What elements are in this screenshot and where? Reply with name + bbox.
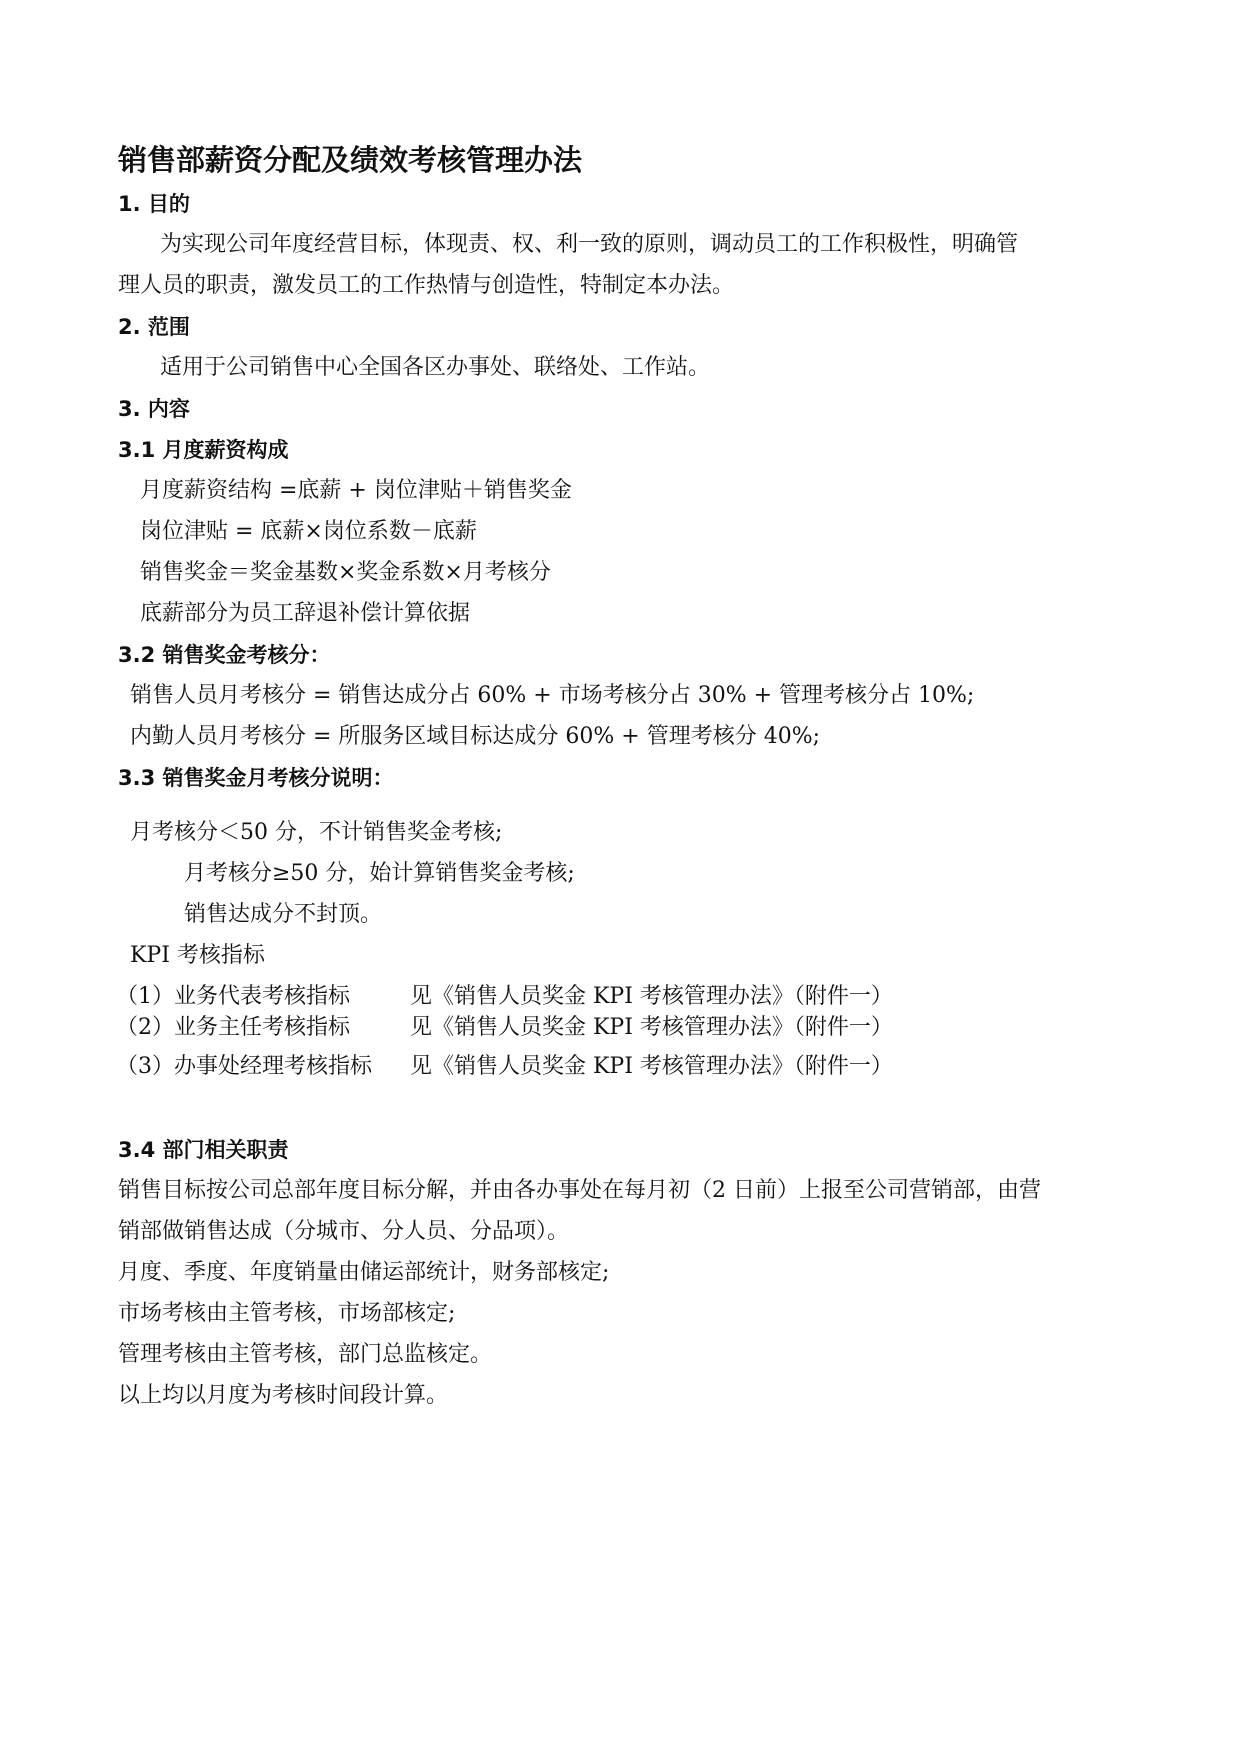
responsibility-line-1: 销售目标按公司总部年度目标分解，并由各办事处在每月初（2 日前）上报至公司营销部，由营 [118, 1178, 1041, 1203]
responsibility-line-3: 月度、季度、年度销量由储运部统计，财务部核定; [118, 1260, 610, 1285]
section-3-2-heading: 3.2 销售奖金考核分： [118, 643, 331, 667]
office-staff-score-formula: 内勤人员月考核分 = 所服务区域目标达成分 60% + 管理考核分 40%; [130, 724, 821, 749]
kpi-label: （1）业务代表考核指标 [116, 984, 350, 1009]
score-rule-below-50: 月考核分＜50 分，不计销售奖金考核; [130, 820, 503, 845]
section-2-heading: 2. 范围 [118, 315, 190, 339]
responsibility-line-4: 市场考核由主管考核，市场部核定; [118, 1301, 456, 1326]
post-allowance-formula: 岗位津贴 = 底薪×岗位系数－底薪 [140, 519, 477, 544]
section-1-paragraph-line-2: 理人员的职责，激发员工的工作热情与创造性，特制定本办法。 [118, 273, 735, 298]
salary-structure-formula: 月度薪资结构 =底薪 + 岗位津贴＋销售奖金 [140, 478, 572, 503]
sales-staff-score-formula: 销售人员月考核分 = 销售达成分占 60% + 市场考核分占 30% + 管理考核分占 10%; [130, 683, 975, 708]
section-1-paragraph-line-1: 为实现公司年度经营目标，体现责、权、利一致的原则，调动员工的工作积极性，明确管 [160, 232, 1019, 257]
section-3-3-heading: 3.3 销售奖金月考核分说明： [118, 766, 394, 790]
kpi-label: （2）业务主任考核指标 [116, 1015, 350, 1040]
responsibility-line-6: 以上均以月度为考核时间段计算。 [118, 1383, 449, 1408]
sales-bonus-formula: 销售奖金＝奖金基数×奖金系数×月考核分 [140, 560, 551, 585]
section-1-heading: 1. 目的 [118, 192, 190, 216]
responsibility-line-2: 销部做销售达成（分城市、分人员、分品项）。 [118, 1219, 570, 1244]
kpi-reference: 见《销售人员奖金 KPI 考核管理办法》（附件一） [410, 1015, 893, 1040]
section-2-paragraph: 适用于公司销售中心全国各区办事处、联络处、工作站。 [160, 355, 711, 380]
kpi-reference: 见《销售人员奖金 KPI 考核管理办法》（附件一） [410, 1054, 893, 1079]
score-rule-no-cap: 销售达成分不封顶。 [184, 902, 383, 927]
section-3-4-heading: 3.4 部门相关职责 [118, 1138, 289, 1162]
base-salary-note: 底薪部分为员工辞退补偿计算依据 [140, 601, 471, 626]
kpi-reference: 见《销售人员奖金 KPI 考核管理办法》（附件一） [410, 984, 893, 1009]
section-3-1-heading: 3.1 月度薪资构成 [118, 438, 289, 462]
score-rule-50-and-above: 月考核分≥50 分，始计算销售奖金考核; [184, 861, 575, 886]
responsibility-line-5: 管理考核由主管考核，部门总监核定。 [118, 1342, 493, 1367]
document-title: 销售部薪资分配及绩效考核管理办法 [118, 143, 583, 177]
section-3-heading: 3. 内容 [118, 397, 190, 421]
kpi-label: （3）办事处经理考核指标 [116, 1054, 372, 1079]
kpi-title: KPI 考核指标 [130, 943, 265, 968]
